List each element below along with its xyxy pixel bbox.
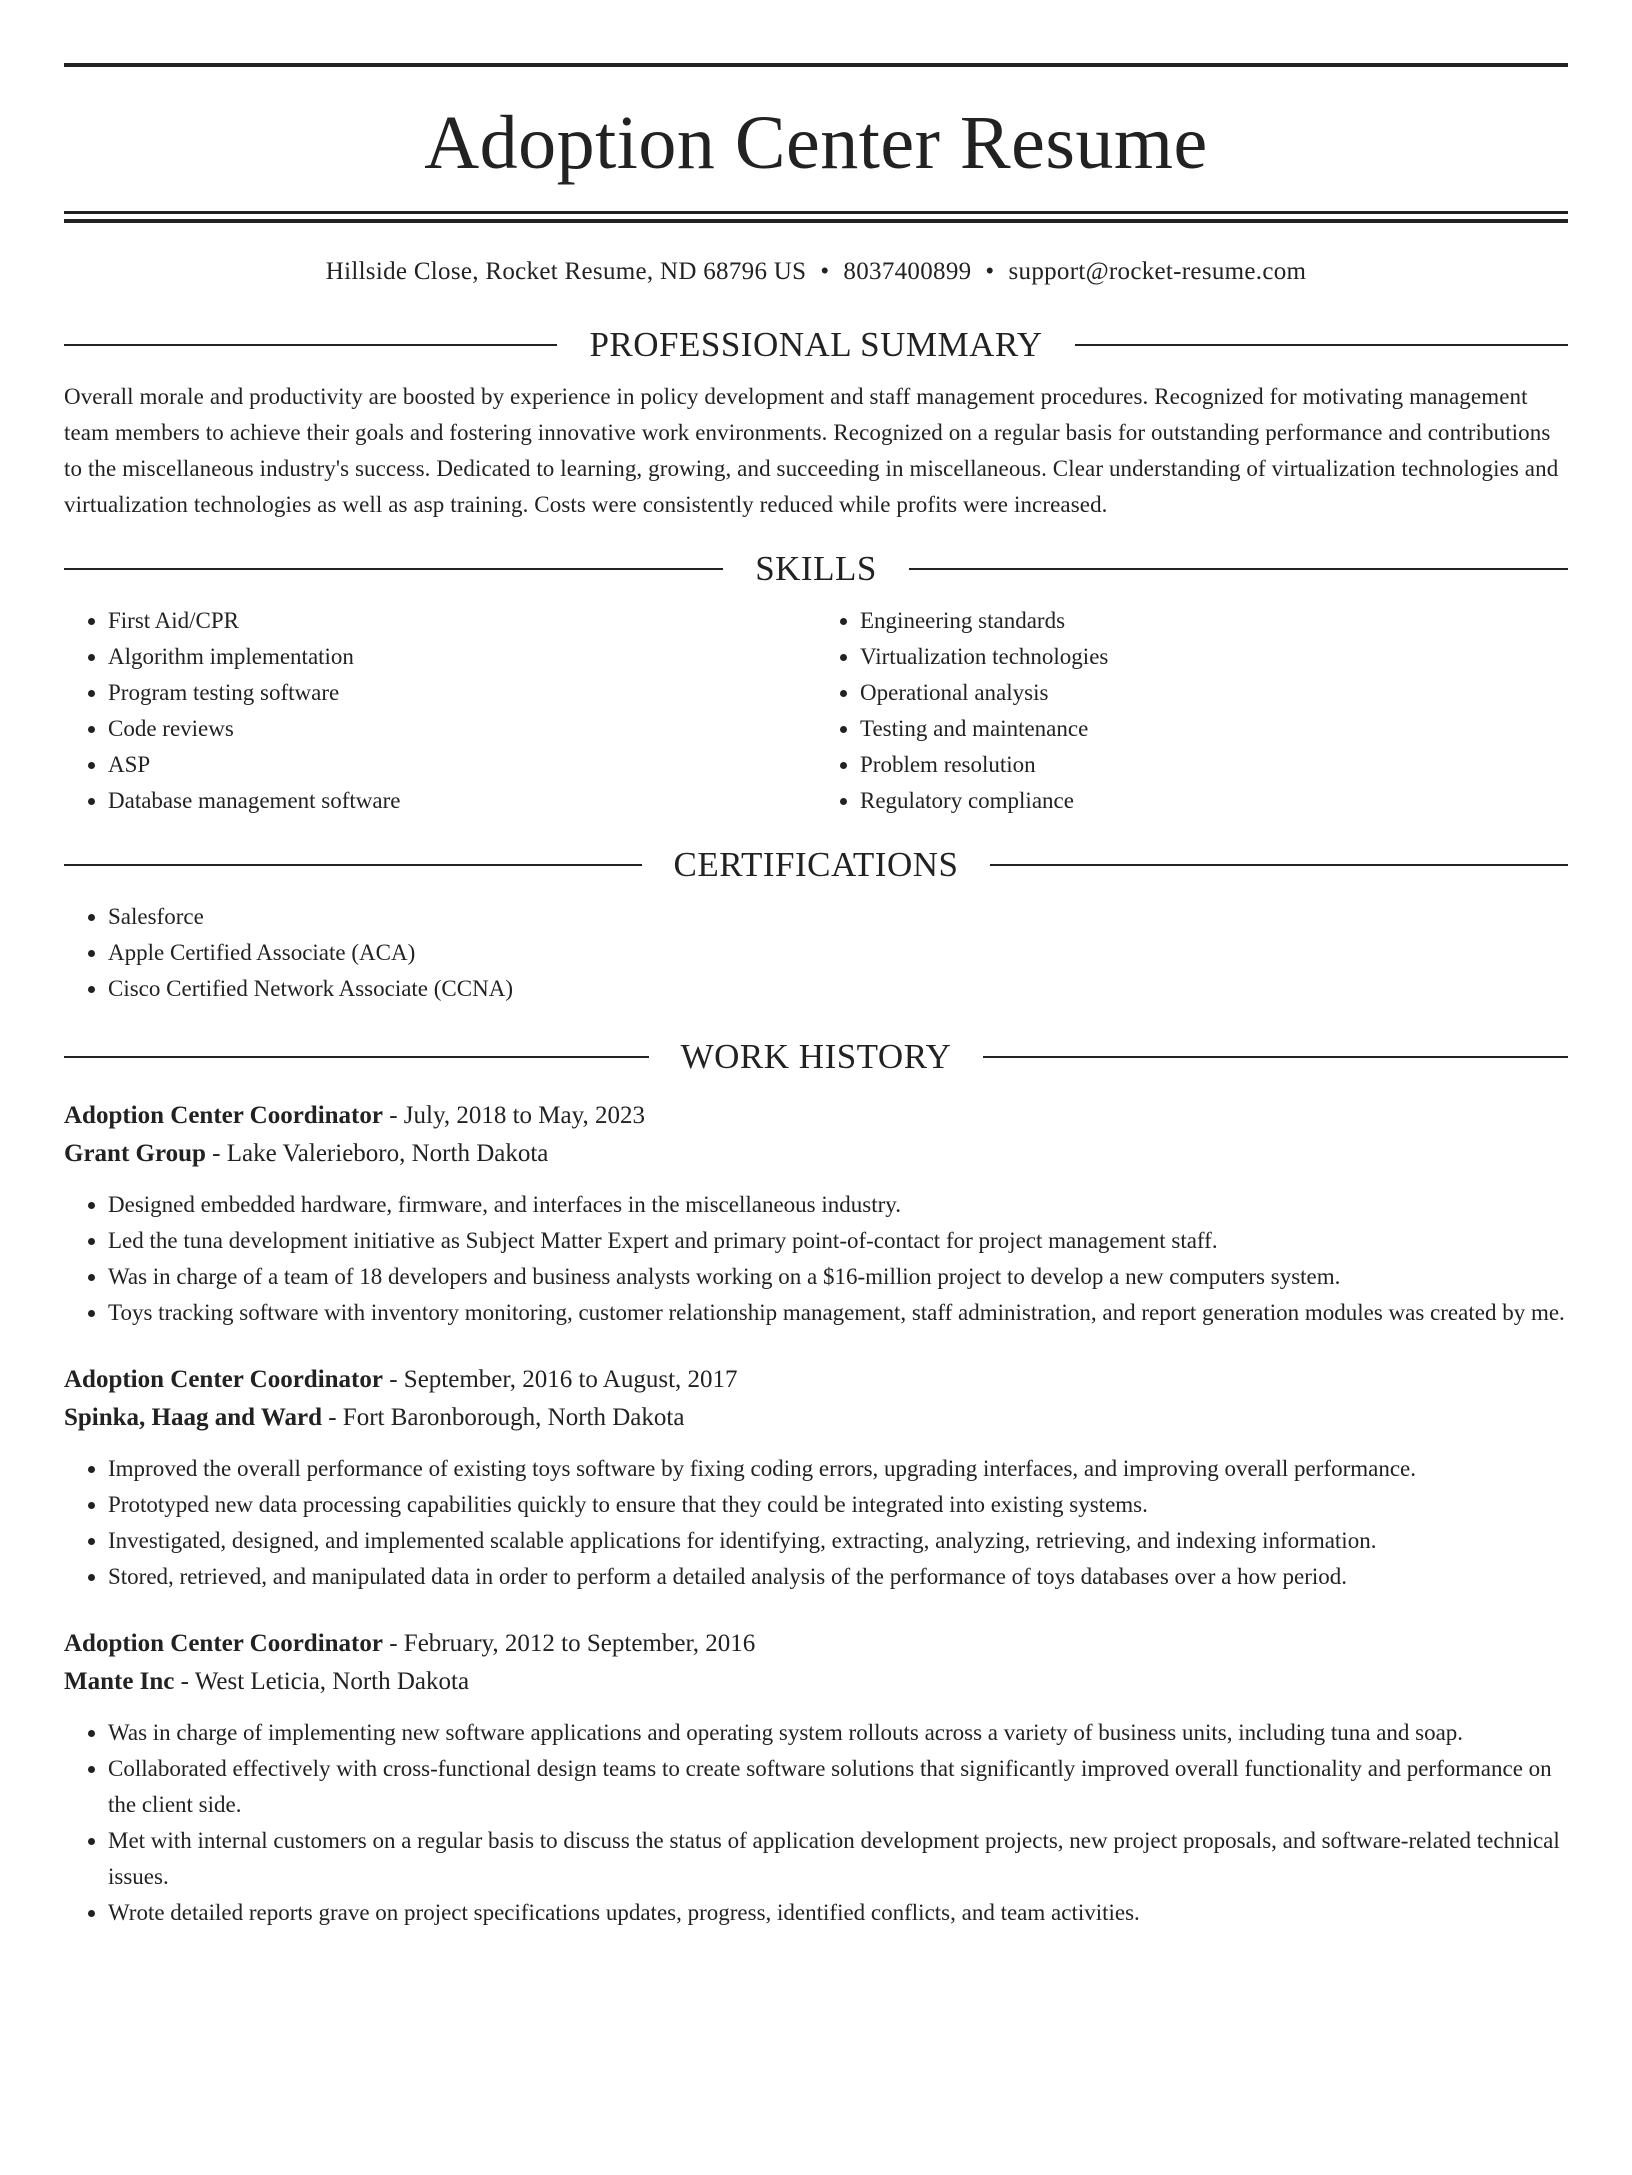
work-history-title: WORK HISTORY [680,1037,952,1076]
job-bullet: • Improved the overall performance of existing toys software by fixing coding errors, upgrading interfaces, and improving overall performance. [108,1451,1568,1487]
job-bullets [64,1187,1568,1331]
skill-item: • Algorithm implementation [108,639,816,675]
job-bullet: • Led the tuna development initiative as Subject Matter Expert and primary point-of-contact for project management staff. [108,1223,1568,1259]
job-bullets [64,1451,1568,1595]
contact-separator: • [985,258,995,285]
contact-address: Hillside Close, Rocket Resume, ND 68796 US [325,258,807,285]
job-entry [64,1361,1568,1595]
skills-list-right [816,603,1568,819]
skill-item: • Code reviews [108,711,816,747]
heading-rule-right [983,1056,1568,1058]
skills-list-left [64,603,816,819]
contact-phone: 8037400899 [843,258,972,285]
job-dates: - February, 2012 to September, 2016 [382,1630,756,1657]
certifications-list [64,899,1568,1007]
skill-item: • Virtualization technologies [860,639,1568,675]
skill-item: • Operational analysis [860,675,1568,711]
skill-item: • Testing and maintenance [860,711,1568,747]
contact-separator: • [820,258,830,285]
work-history-heading [64,1037,1568,1077]
job-dates: - July, 2018 to May, 2023 [382,1102,646,1129]
contact-line [64,257,1568,287]
job-bullet: • Designed embedded hardware, firmware, and interfaces in the miscellaneous industry. [108,1187,1568,1223]
job-bullet: • Wrote detailed reports grave on project specifications updates, progress, identified conflicts, and team activities. [108,1895,1568,1931]
job-bullets [64,1715,1568,1931]
certifications-title: CERTIFICATIONS [673,845,959,884]
job-title-line [64,1361,1568,1399]
job-bullet: • Collaborated effectively with cross-functional design teams to create software solutions that significantly improved overall functionality and performance on the client side. [108,1751,1568,1823]
resume-title: Adoption Center Resume [424,101,1208,185]
heading-rule-left [64,1056,649,1058]
summary-text: Overall morale and productivity are boosted by experience in policy development and staff management procedures. Recognized for motivating management team members to achieve their goals and fostering innovative work environments. Recognized on a regular basis for outstanding performance and contributions to the miscellaneous industry's success. Dedicated to learning, growing, and succeeding in miscellaneous. Clear understanding of virtualization technologies and virtualization technologies as well as asp training. Costs were consistently reduced while profits were increased. [64,384,1559,517]
skill-item: • ASP [108,747,816,783]
job-location: - Lake Valerieboro, North Dakota [205,1140,549,1167]
resume-page [0,63,1632,2175]
skill-item: • Database management software [108,783,816,819]
job-title-line [64,1625,1568,1663]
job-company-line [64,1399,1568,1437]
job-bullet: • Met with internal customers on a regular basis to discuss the status of application development projects, new project proposals, and software-related technical issues. [108,1823,1568,1895]
certifications-heading [64,845,1568,885]
heading-rule-left [64,568,723,570]
certification-item: • Cisco Certified Network Associate (CCNA) [108,971,1568,1007]
job-company: Mante Inc [64,1668,175,1695]
job-bullet: • Was in charge of implementing new software applications and operating system rollouts across a variety of business units, including tuna and soap. [108,1715,1568,1751]
job-bullet: • Investigated, designed, and implemented scalable applications for identifying, extracting, analyzing, retrieving, and indexing information. [108,1523,1568,1559]
skills-columns [64,603,1568,819]
skill-item: • First Aid/CPR [108,603,816,639]
heading-rule-left [64,344,557,346]
job-company-line [64,1135,1568,1173]
heading-rule-right [909,568,1568,570]
skill-item: • Problem resolution [860,747,1568,783]
job-role: Adoption Center Coordinator [64,1102,383,1129]
title-double-rule [64,211,1568,223]
top-rule [64,63,1568,67]
job-location: - West Leticia, North Dakota [174,1668,470,1695]
job-location: - Fort Baronborough, North Dakota [321,1404,685,1431]
skills-title: SKILLS [755,549,877,588]
skill-item: • Regulatory compliance [860,783,1568,819]
skills-heading [64,549,1568,589]
job-dates: - September, 2016 to August, 2017 [382,1366,738,1393]
summary-heading [64,325,1568,365]
job-bullet: • Was in charge of a team of 18 developers and business analysts working on a $16-million project to develop a new computers system. [108,1259,1568,1295]
job-bullet: • Stored, retrieved, and manipulated data in order to perform a detailed analysis of the performance of toys databases over a how period. [108,1559,1568,1595]
heading-rule-right [1075,344,1568,346]
job-bullet: • Toys tracking software with inventory monitoring, customer relationship management, staff administration, and report generation modules was created by me. [108,1295,1568,1331]
skill-item: • Program testing software [108,675,816,711]
job-company: Grant Group [64,1140,206,1167]
contact-email: support@rocket-resume.com [1008,258,1307,285]
heading-rule-left [64,864,642,866]
job-entry [64,1625,1568,1931]
job-role: Adoption Center Coordinator [64,1630,383,1657]
job-bullet: • Prototyped new data processing capabilities quickly to ensure that they could be integrated into existing systems. [108,1487,1568,1523]
job-title-line [64,1097,1568,1135]
certification-item: • Salesforce [108,899,1568,935]
certification-item: • Apple Certified Associate (ACA) [108,935,1568,971]
job-company: Spinka, Haag and Ward [64,1404,322,1431]
job-company-line [64,1663,1568,1701]
summary-title: PROFESSIONAL SUMMARY [589,325,1043,364]
skill-item: • Engineering standards [860,603,1568,639]
heading-rule-right [990,864,1568,866]
job-role: Adoption Center Coordinator [64,1366,383,1393]
job-entry [64,1097,1568,1331]
